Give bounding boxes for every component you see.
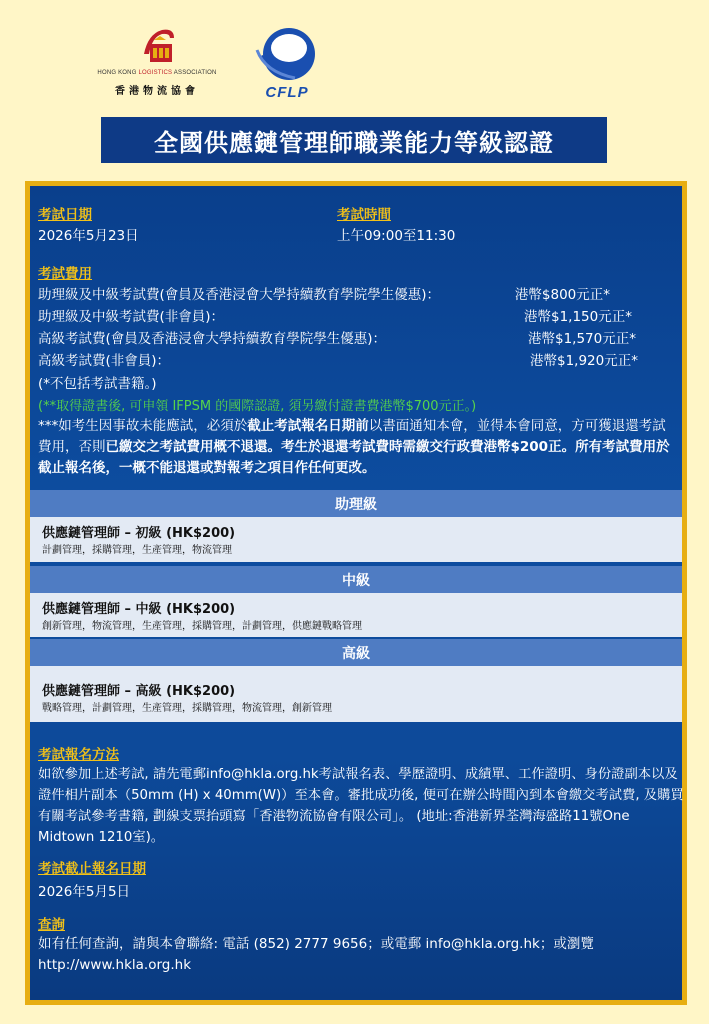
level-header: 助理級 (30, 490, 682, 517)
cflp-globe-icon (255, 26, 319, 86)
course-title: 供應鏈管理師 – 高級 (HK$200) (42, 684, 236, 699)
registration-text: 如欲參加上述考試, 請先電郵info@hkla.org.hk考試報名表、學歷證明、成績單、工作證明、身份證副本以及證件相片副本（50mm (H) x 40mm(W)）至本會。審批成功後, 便可在辦公時間內到本會繳交考試費, 及購買有關考試參考書籍, 劃線支票抬頭寫「香港物流協會有限公司」。 (地址:香港新界荃灣海盛路11號One Midtown 1210室)。 (38, 767, 684, 845)
level-header: 中級 (30, 566, 682, 593)
refund-policy: ***如考生因事故未能應試，必須於截止考試報名日期前以書面通知本會，並得本會同意，方可獲退還考試費用，否則已繳交之考試費用概不退還。考生於退還考試費時需繳交行政費港幣$200正。所有考試費用於截止報名後，一概不能退還或對報考之項目作任何更改。 (38, 418, 670, 476)
fee-row (38, 327, 674, 347)
info-panel (25, 181, 687, 1005)
fee-name: 助理級及中級考試費(會員及香港浸會大學持續教育學院學生優惠)： (38, 287, 441, 303)
hkla-logo (92, 20, 222, 100)
exam-date-label: 考試日期 (38, 207, 92, 223)
deadline-label: 考試截止報名日期 (38, 861, 146, 877)
exam-time-label: 考試時間 (337, 207, 391, 223)
fee-row (38, 305, 674, 325)
exam-time-value: 上午09:00至11:30 (337, 228, 456, 244)
fee-note: (*不包括考試書籍。) (38, 376, 157, 392)
fee-price: 港幣$800元正* (514, 287, 610, 303)
hkla-english-name: HONG KONG LOGISTICS ASSOCIATION (97, 70, 217, 76)
exam-date-value: 2026年5月23日 (38, 228, 139, 244)
course-title: 供應鏈管理師 – 初級 (HK$200) (42, 526, 236, 541)
level-body (30, 666, 682, 722)
fee-name: 助理級及中級考試費(非會員)： (38, 309, 225, 325)
registration-label: 考試報名方法 (38, 747, 119, 763)
fee-row (38, 283, 674, 303)
course-topics: 計劃管理，採購管理，生產管理，物流管理 (42, 545, 232, 556)
fee-price: 港幣$1,150元正* (524, 309, 632, 325)
fee-price: 港幣$1,570元正* (528, 331, 636, 347)
page-title: 全國供應鏈管理師職業能力等級認證 (101, 117, 607, 163)
hkla-chinese-name: 香港物流協會 (115, 86, 199, 97)
course-title: 供應鏈管理師 – 中級 (HK$200) (42, 602, 236, 617)
course-topics: 戰略管理，計劃管理，生產管理，採購管理，物流管理，創新管理 (42, 703, 332, 714)
ifpsm-note: (**取得證書後, 可申領 IFPSM 的國際認證, 須另繳付證書費港幣$700元正。) (38, 399, 477, 414)
hkla-emblem-icon (140, 24, 178, 68)
fee-name: 高級考試費(會員及香港浸會大學持續教育學院學生優惠)： (38, 331, 387, 347)
fee-row (38, 349, 674, 369)
fees-label: 考試費用 (38, 266, 92, 282)
fee-name: 高級考試費(非會員)： (38, 353, 171, 369)
fee-price: 港幣$1,920元正* (530, 353, 638, 369)
cflp-wordmark: CFLP (265, 84, 309, 101)
enquiry-label: 查詢 (38, 917, 65, 933)
enquiry-text: 如有任何查詢，請與本會聯絡: 電話 (852) 2777 9656；或電郵 info@hkla.org.hk；或瀏覽 http://www.hkla.org.hk (38, 936, 594, 973)
course-topics: 創新管理，物流管理，生產管理，採購管理，計劃管理，供應鏈戰略管理 (42, 621, 362, 632)
level-body (30, 517, 682, 562)
level-header: 高級 (30, 639, 682, 666)
deadline-value: 2026年5月5日 (38, 884, 131, 900)
level-body (30, 593, 682, 637)
cflp-logo (255, 26, 319, 102)
logo-area (92, 20, 332, 100)
